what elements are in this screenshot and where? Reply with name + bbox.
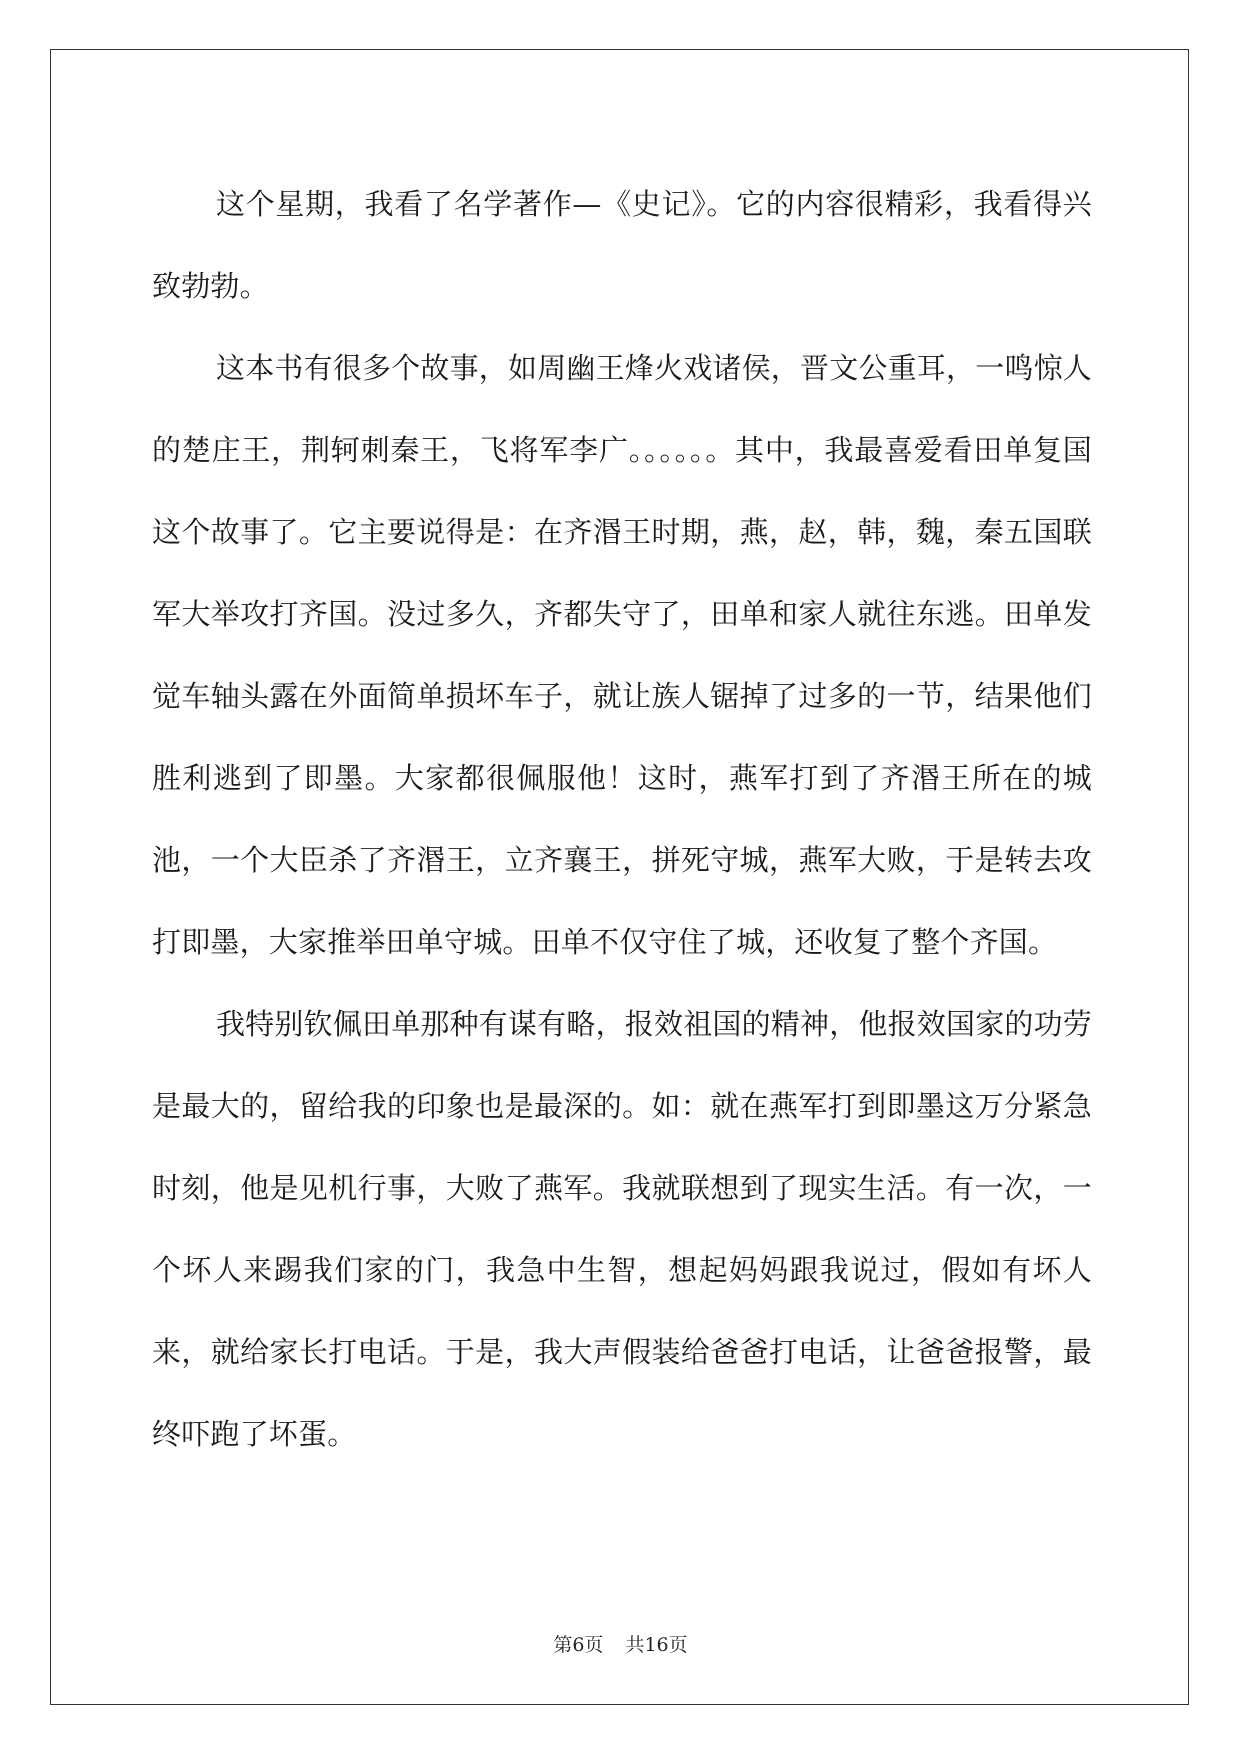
page-number: 第6页 bbox=[553, 1634, 604, 1656]
page-total: 共16页 bbox=[625, 1634, 688, 1656]
paragraph-3: 我特别钦佩田单那种有谋有略，报效祖国的精神，他报效国家的功劳是最大的，留给我的印象也是最深的。如：就在燕军打到即墨这万分紧急时刻，他是见机行事，大败了燕军。我就联想到了现实生活。有一次，一个坏人来踢我们家的门，我急中生智，想起妈妈跟我说过，假如有坏人来，就给家长打电话。于是，我大声假装给爸爸打电话，让爸爸报警，最终吓跑了坏蛋。 bbox=[152, 1007, 1093, 1451]
paragraph-2: 这本书有很多个故事，如周幽王烽火戏诸侯，晋文公重耳，一鸣惊人的楚庄王，荆轲刺秦王，飞将军李广。。。。。。其中，我最喜爱看田单复国这个故事了。它主要说得是：在齐湣王时期，燕，赵，韩，魏，秦五国联军大举攻打齐国。没过多久，齐都失守了，田单和家人就往东逃。田单发觉车轴头露在外面简单损坏车子，就让族人锯掉了过多的一节，结果他们胜利逃到了即墨。大家都很佩服他！这时，燕军打到了齐湣王所在的城池，一个大臣杀了齐湣王，立齐襄王，拼死守城，燕军大败，于是转去攻打即墨，大家推举田单守城。田单不仅守住了城，还收复了整个齐国。 bbox=[152, 351, 1093, 959]
essay-body bbox=[152, 163, 1092, 1475]
paragraph-1: 这个星期，我看了名学著作—《史记》。它的内容很精彩，我看得兴致勃勃。 bbox=[152, 187, 1092, 303]
page-footer bbox=[0, 1630, 1241, 1657]
